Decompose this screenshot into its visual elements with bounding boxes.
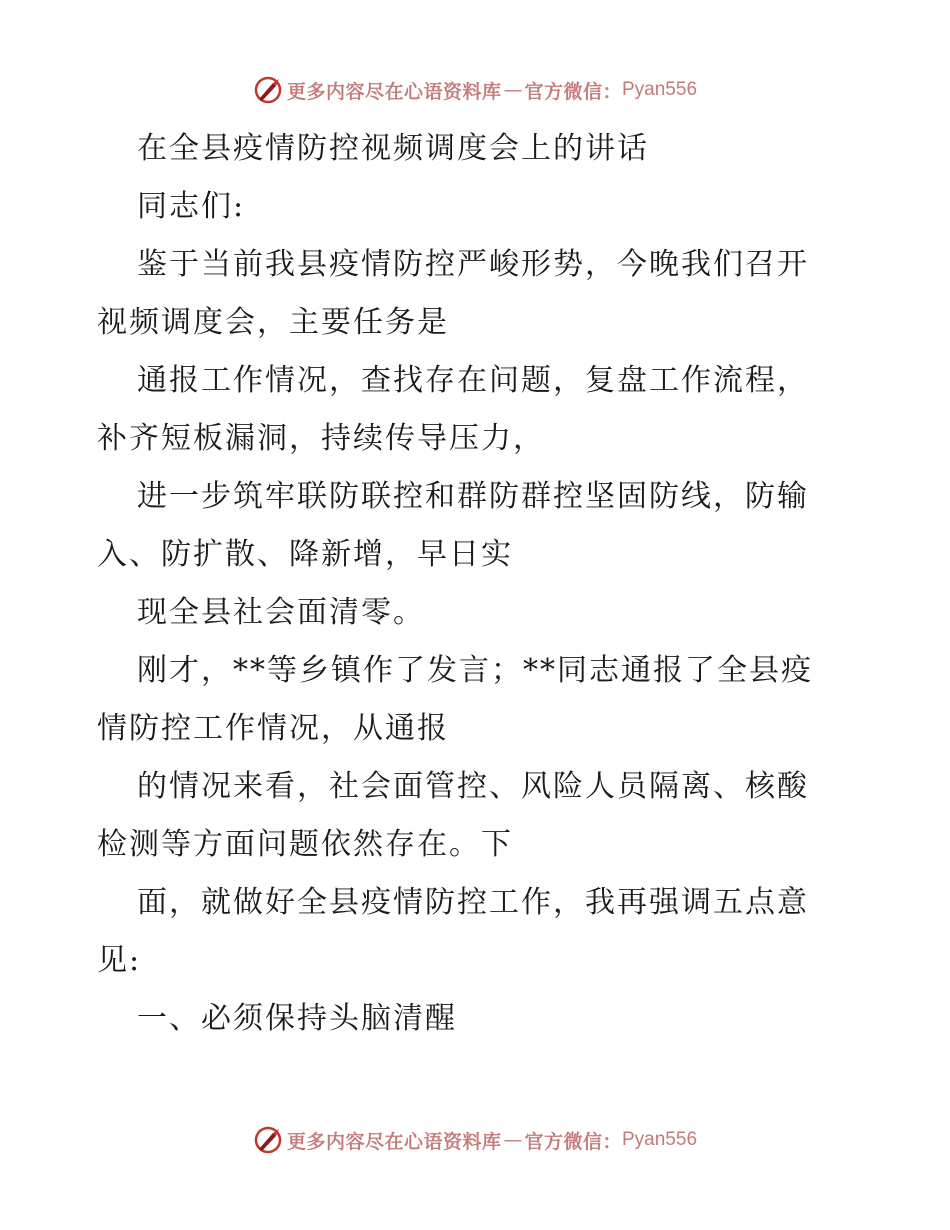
header-watermark — [0, 70, 950, 110]
paragraph-line: 入、防扩散、降新增，早日实 — [97, 537, 513, 572]
watermark-text: 更多内容尽在心语资料库 — [286, 80, 502, 103]
watermark-dash: — — [503, 79, 523, 101]
watermark-account-id: Pyan556 — [622, 79, 698, 100]
quill-logo-icon — [253, 1125, 283, 1155]
document-title: 在全县疫情防控视频调度会上的讲话 — [137, 131, 649, 166]
quill-logo-icon — [253, 75, 283, 105]
watermark-account-label: 官方微信： — [524, 1130, 622, 1153]
paragraph-line: 进一步筑牢联防联控和群防群控坚固防线，防输 — [137, 479, 809, 514]
paragraph-line: 刚才，**等乡镇作了发言；**同志通报了全县疫 — [137, 653, 813, 688]
paragraph-line: 的情况来看，社会面管控、风险人员隔离、核酸 — [137, 769, 809, 804]
section-heading: 一、必须保持头脑清醒 — [137, 1001, 457, 1036]
watermark-account-id: Pyan556 — [622, 1129, 698, 1150]
paragraph-line: 补齐短板漏洞，持续传导压力， — [97, 421, 545, 456]
watermark-text: 更多内容尽在心语资料库 — [286, 1130, 502, 1153]
paragraph-line: 现全县社会面清零。 — [137, 595, 425, 630]
salutation: 同志们: — [137, 189, 246, 224]
paragraph-line: 鉴于当前我县疫情防控严峻形势，今晚我们召开 — [137, 247, 809, 282]
paragraph-line: 通报工作情况，查找存在问题，复盘工作流程， — [137, 363, 809, 398]
paragraph-line: 检测等方面问题依然存在。下 — [97, 827, 513, 862]
document-body — [97, 120, 857, 1048]
paragraph-line: 视频调度会，主要任务是 — [97, 305, 449, 340]
watermark-dash: — — [503, 1129, 523, 1151]
footer-watermark — [0, 1120, 950, 1160]
paragraph-line: 面，就做好全县疫情防控工作，我再强调五点意 — [137, 885, 809, 920]
paragraph-line: 情防控工作情况，从通报 — [97, 711, 449, 746]
watermark-account-label: 官方微信： — [524, 80, 622, 103]
paragraph-line: 见: — [97, 943, 142, 978]
